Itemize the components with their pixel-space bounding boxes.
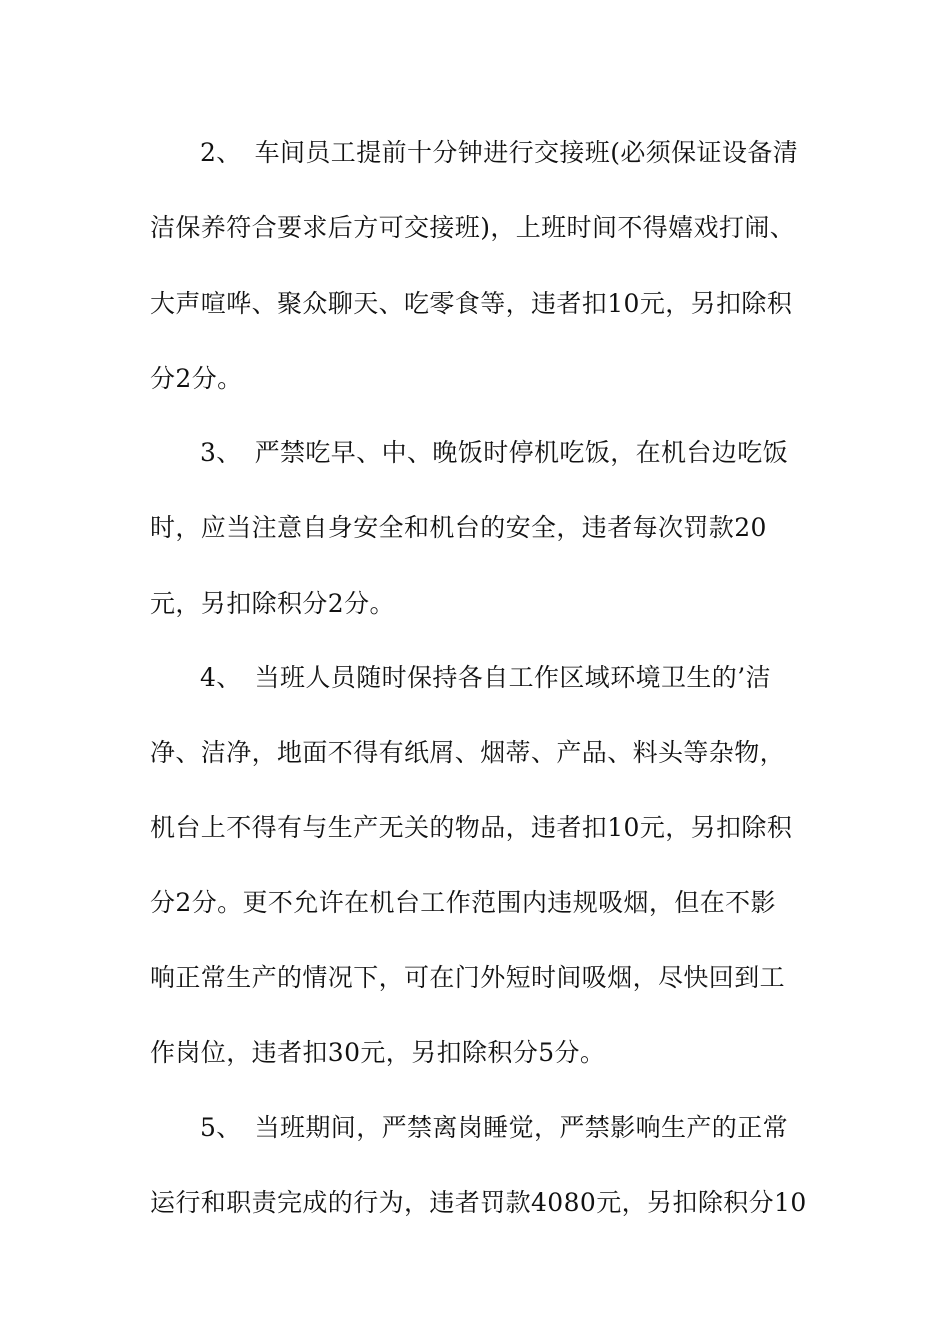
rule-4-line-5: 响正常生产的情况下，可在门外短时间吸烟，尽快回到工 xyxy=(150,963,786,992)
rule-4-line-3: 机台上不得有与生产无关的物品，违者扣10元，另扣除积 xyxy=(150,813,793,842)
rule-2-line-4: 分2分。 xyxy=(150,364,243,393)
rule-4-line-2: 净、洁净，地面不得有纸屑、烟蒂、产品、料头等杂物， xyxy=(150,738,786,767)
rule-3-line-1: 3、 严禁吃早、中、晚饭时停机吃饭，在机台边吃饭 xyxy=(200,438,789,467)
rule-2-line-3: 大声喧哗、聚众聊天、吃零食等，违者扣10元，另扣除积 xyxy=(150,289,793,318)
rule-4-line-4: 分2分。更不允许在机台工作范围内违规吸烟，但在不影 xyxy=(150,888,776,917)
rule-3-line-3: 元，另扣除积分2分。 xyxy=(150,589,395,618)
rule-5-line-2: 运行和职责完成的行为，违者罚款4080元，另扣除积分10 xyxy=(150,1188,807,1217)
rule-3-line-2: 时，应当注意自身安全和机台的安全，违者每次罚款20 xyxy=(150,513,767,542)
rule-2-line-1: 2、 车间员工提前十分钟进行交接班(必须保证设备清 xyxy=(200,138,799,167)
rule-4-line-1: 4、 当班人员随时保持各自工作区域环境卫生的’洁 xyxy=(200,663,771,692)
rule-2-line-2: 洁保养符合要求后方可交接班)，上班时间不得嬉戏打闹、 xyxy=(150,213,796,242)
rule-4-line-6: 作岗位，违者扣30元，另扣除积分5分。 xyxy=(150,1038,606,1067)
rule-5-line-1: 5、 当班期间，严禁离岗睡觉，严禁影响生产的正常 xyxy=(200,1113,789,1142)
